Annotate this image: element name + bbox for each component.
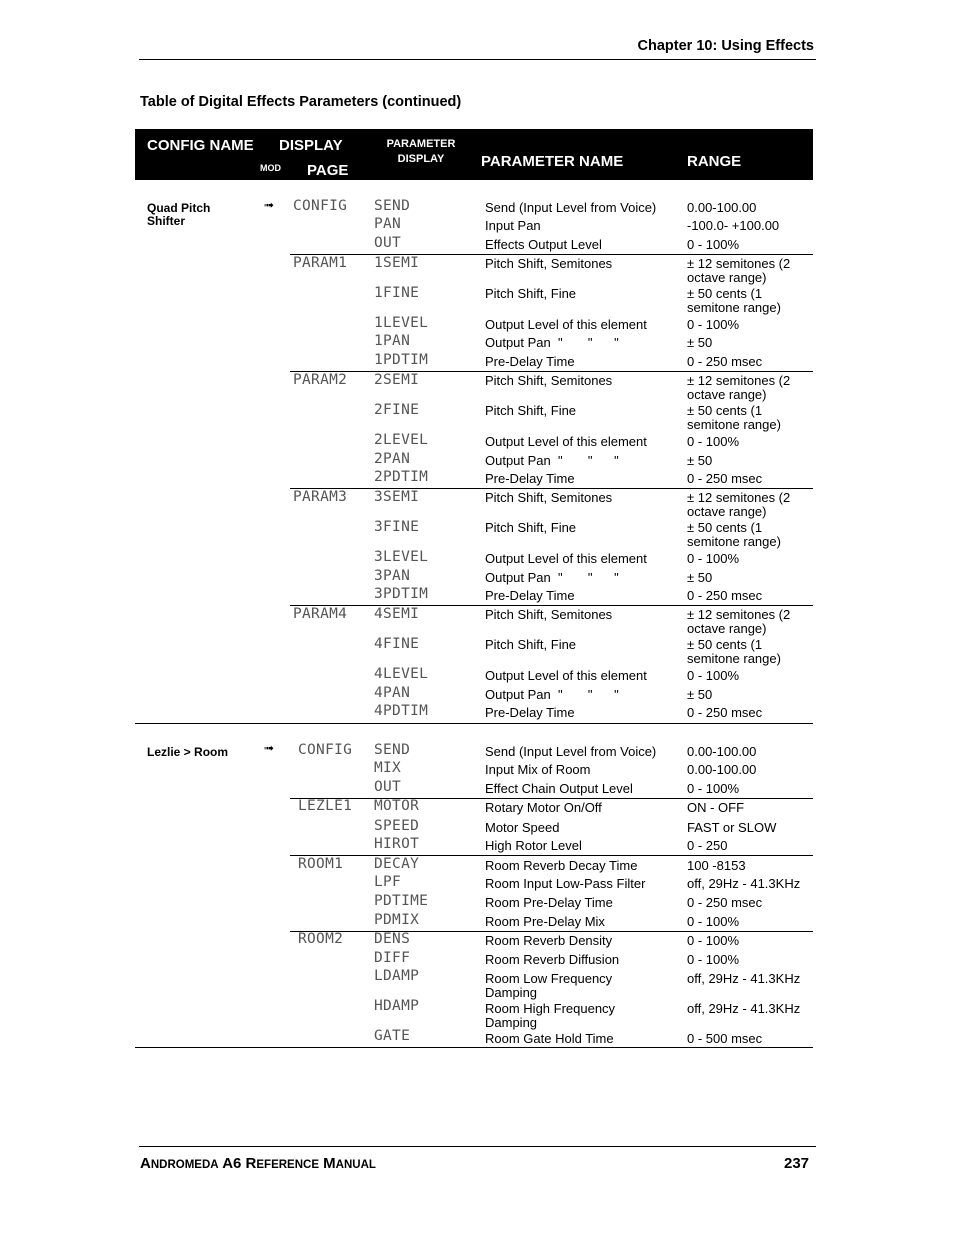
name-cell: Send (Input Level from Voice) [485, 744, 657, 759]
chapter-header: Chapter 10: Using Effects [637, 38, 814, 54]
range-cell: ± 50 [687, 570, 713, 585]
manual-title-part: NDROMEDA [150, 1159, 219, 1171]
table-row [0, 818, 954, 838]
header-range: RANGE [687, 153, 742, 170]
name-cell: High Rotor Level [485, 838, 582, 853]
range-cell: 0 - 100% [687, 551, 740, 566]
table-row [0, 760, 954, 780]
name-cell: Pitch Shift, Semitones [485, 490, 613, 505]
name-cell: Room Reverb Decay Time [485, 858, 638, 873]
range-cell: 0 - 500 msec [687, 1031, 763, 1046]
bottom-rule [139, 1146, 816, 1147]
page-cell: PARAM1 [293, 255, 348, 271]
table-row [0, 998, 954, 1030]
range-cell: 0 - 100% [687, 781, 740, 796]
name-cell: Pitch Shift, Fine [485, 520, 577, 535]
table-row [0, 198, 954, 218]
name-cell: Input Pan [485, 218, 541, 233]
range-cell: 0 - 250 msec [687, 471, 763, 486]
name-cell: Output Pan " " " [485, 687, 619, 702]
range-cell: ± 12 semitones (2 octave range) [687, 490, 791, 519]
name-cell: Pre-Delay Time [485, 705, 575, 720]
page-cell: ROOM2 [298, 931, 344, 947]
display-cell: 4LEVEL [374, 666, 429, 682]
range-cell: ± 50 [687, 335, 713, 350]
table-row [0, 255, 954, 285]
table-row [0, 489, 954, 519]
config-name: Lezlie > Room [147, 745, 229, 759]
table-row [0, 586, 954, 606]
table-row [0, 742, 954, 762]
name-cell: Room High Frequency Damping [485, 1001, 616, 1030]
name-cell: Output Pan " " " [485, 570, 619, 585]
name-cell: Output Level of this element [485, 434, 647, 449]
range-cell: 0 - 250 [687, 838, 728, 853]
table-row [0, 798, 954, 818]
table-row [0, 666, 954, 686]
display-cell: LPF [374, 874, 402, 890]
display-cell: MOTOR [374, 798, 420, 814]
display-cell: 2FINE [374, 402, 420, 418]
display-cell: SEND [374, 742, 411, 758]
name-cell: Pitch Shift, Semitones [485, 373, 613, 388]
name-cell: Output Level of this element [485, 668, 647, 683]
range-cell: ± 50 [687, 687, 713, 702]
header-parameter-name: PARAMETER NAME [481, 153, 624, 170]
page-cell: PARAM4 [293, 606, 348, 622]
display-cell: 4SEMI [374, 606, 420, 622]
table-row [0, 469, 954, 489]
display-cell: 3SEMI [374, 489, 420, 505]
section-separator [135, 1047, 813, 1048]
table-row [0, 372, 954, 402]
range-cell: ± 12 semitones (2 octave range) [687, 607, 791, 636]
display-cell: PDMIX [374, 912, 420, 928]
range-cell: 0 - 100% [687, 952, 740, 967]
range-cell: 100 -8153 [687, 858, 746, 873]
display-cell: MIX [374, 760, 402, 776]
display-cell: PAN [374, 216, 402, 232]
display-cell: OUT [374, 779, 402, 795]
display-cell: 4PAN [374, 685, 411, 701]
name-cell: Pre-Delay Time [485, 354, 575, 369]
table-row [0, 636, 954, 666]
display-cell: 2SEMI [374, 372, 420, 388]
name-cell: Output Pan " " " [485, 335, 619, 350]
display-cell: 4PDTIM [374, 703, 429, 719]
name-cell: Room Pre-Delay Mix [485, 914, 605, 929]
manual-title [140, 1155, 376, 1172]
display-cell: GATE [374, 1028, 411, 1044]
table-row [0, 285, 954, 315]
display-cell: SPEED [374, 818, 420, 834]
range-cell: 0 - 250 msec [687, 588, 763, 603]
table-row [0, 235, 954, 255]
table-row [0, 432, 954, 452]
display-cell: 3PDTIM [374, 586, 429, 602]
range-cell: 0.00-100.00 [687, 762, 757, 777]
range-cell: ± 50 [687, 453, 713, 468]
name-cell: Pitch Shift, Fine [485, 403, 577, 418]
range-cell: ± 50 cents (1 semitone range) [687, 403, 781, 432]
display-cell: HIROT [374, 836, 420, 852]
table-row [0, 315, 954, 335]
display-cell: SEND [374, 198, 411, 214]
name-cell: Pre-Delay Time [485, 588, 575, 603]
header-display: DISPLAY [279, 137, 343, 154]
range-cell: off, 29Hz - 41.3KHz [687, 876, 801, 891]
name-cell: Room Low Frequency Damping [485, 971, 613, 1000]
range-cell: ± 12 semitones (2 octave range) [687, 373, 791, 402]
table-row [0, 950, 954, 970]
range-cell: ± 50 cents (1 semitone range) [687, 520, 781, 549]
page-cell: CONFIG [293, 198, 348, 214]
name-cell: Room Pre-Delay Time [485, 895, 613, 910]
table-row [0, 836, 954, 856]
range-cell: off, 29Hz - 41.3KHz [687, 971, 801, 986]
page-cell: LEZLE1 [298, 798, 353, 814]
display-cell: 3FINE [374, 519, 420, 535]
display-cell: 1PAN [374, 333, 411, 349]
name-cell: Effects Output Level [485, 237, 602, 252]
table-row [0, 549, 954, 569]
table-row [0, 893, 954, 913]
name-cell: Output Level of this element [485, 317, 647, 332]
table-row [0, 856, 954, 876]
name-cell: Send (Input Level from Voice) [485, 200, 657, 215]
display-cell: 3PAN [374, 568, 411, 584]
name-cell: Output Level of this element [485, 551, 647, 566]
range-cell: 0 - 100% [687, 914, 740, 929]
range-cell: -100.0- +100.00 [687, 218, 780, 233]
header-parameter-display: PARAMETER DISPLAY [386, 138, 456, 165]
manual-title-part: EFERENCE [256, 1159, 319, 1171]
name-cell: Pre-Delay Time [485, 471, 575, 486]
range-cell: 0 - 100% [687, 933, 740, 948]
range-cell: 0 - 100% [687, 668, 740, 683]
display-cell: 2PDTIM [374, 469, 429, 485]
header-config-name: CONFIG NAME [147, 137, 254, 154]
table-row [0, 519, 954, 549]
display-cell: DIFF [374, 950, 411, 966]
range-cell: FAST or SLOW [687, 820, 777, 835]
range-cell: ± 12 semitones (2 octave range) [687, 256, 791, 285]
name-cell: Room Reverb Density [485, 933, 613, 948]
name-cell: Room Reverb Diffusion [485, 952, 620, 967]
page-number: 237 [784, 1155, 810, 1172]
name-cell: Input Mix of Room [485, 762, 591, 777]
manual-title-part: A6 R [218, 1155, 257, 1172]
range-cell: 0 - 100% [687, 237, 740, 252]
manual-title-part: ANUAL [335, 1159, 376, 1171]
name-cell: Motor Speed [485, 820, 560, 835]
range-cell: 0 - 250 msec [687, 895, 763, 910]
manual-title-part: A [140, 1155, 151, 1172]
range-cell: 0 - 250 msec [687, 705, 763, 720]
header-page: PAGE [307, 162, 349, 179]
range-cell: 0 - 250 msec [687, 354, 763, 369]
table-row [0, 968, 954, 1000]
table-row [0, 568, 954, 588]
table-row [0, 685, 954, 705]
table-row [0, 606, 954, 636]
display-cell: 2PAN [374, 451, 411, 467]
display-cell: 1LEVEL [374, 315, 429, 331]
name-cell: Pitch Shift, Semitones [485, 607, 613, 622]
table-row [0, 352, 954, 372]
range-cell: 0.00-100.00 [687, 200, 757, 215]
display-cell: 4FINE [374, 636, 420, 652]
display-cell: PDTIME [374, 893, 429, 909]
range-cell: 0 - 100% [687, 434, 740, 449]
name-cell: Output Pan " " " [485, 453, 619, 468]
name-cell: Pitch Shift, Fine [485, 286, 577, 301]
table-title: Table of Digital Effects Parameters (continued) [140, 94, 462, 110]
header-mod: MOD [260, 163, 281, 173]
range-cell: off, 29Hz - 41.3KHz [687, 1001, 801, 1016]
display-cell: OUT [374, 235, 402, 251]
range-cell: 0 - 100% [687, 317, 740, 332]
display-cell: DENS [374, 931, 411, 947]
table-row [0, 402, 954, 432]
table-row [0, 874, 954, 894]
mod-arrow-icon: ➟ [264, 198, 275, 212]
display-cell: HDAMP [374, 998, 420, 1014]
section-separator [135, 723, 813, 724]
display-cell: DECAY [374, 856, 420, 872]
range-cell: ± 50 cents (1 semitone range) [687, 286, 781, 315]
range-cell: 0.00-100.00 [687, 744, 757, 759]
display-cell: 3LEVEL [374, 549, 429, 565]
table-header [135, 129, 813, 180]
range-cell: ON - OFF [687, 800, 745, 815]
page-cell: PARAM2 [293, 372, 348, 388]
range-cell: ± 50 cents (1 semitone range) [687, 637, 781, 666]
config-name: Quad Pitch Shifter [147, 201, 211, 228]
table-row [0, 216, 954, 236]
page-cell: PARAM3 [293, 489, 348, 505]
table-row [0, 451, 954, 471]
name-cell: Room Gate Hold Time [485, 1031, 614, 1046]
display-cell: LDAMP [374, 968, 420, 984]
name-cell: Pitch Shift, Semitones [485, 256, 613, 271]
table-row [0, 333, 954, 353]
table-row [0, 779, 954, 799]
display-cell: 1FINE [374, 285, 420, 301]
name-cell: Rotary Motor On/Off [485, 800, 602, 815]
table-row [0, 1028, 954, 1048]
manual-title-part: M [319, 1155, 336, 1172]
table-row [0, 931, 954, 951]
table-row [0, 912, 954, 932]
name-cell: Room Input Low-Pass Filter [485, 876, 646, 891]
name-cell: Pitch Shift, Fine [485, 637, 577, 652]
page-cell: ROOM1 [298, 856, 344, 872]
display-cell: 1SEMI [374, 255, 420, 271]
name-cell: Effect Chain Output Level [485, 781, 633, 796]
display-cell: 2LEVEL [374, 432, 429, 448]
page-cell: CONFIG [298, 742, 353, 758]
table-row [0, 703, 954, 723]
display-cell: 1PDTIM [374, 352, 429, 368]
mod-arrow-icon: ➟ [264, 741, 275, 755]
top-rule [139, 59, 816, 60]
